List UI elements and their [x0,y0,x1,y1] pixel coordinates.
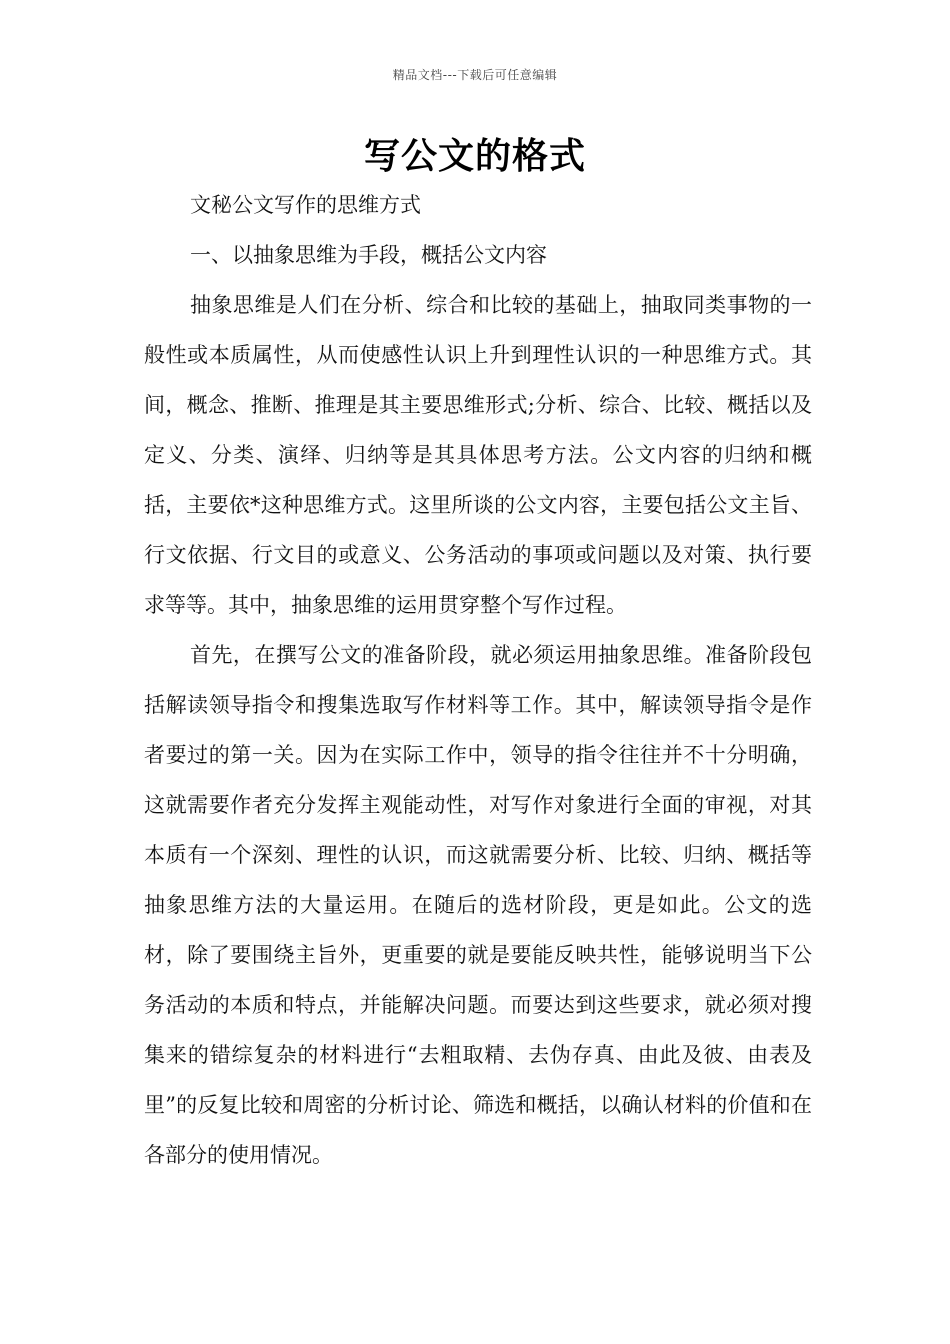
subtitle: 文秘公文写作的思维方式 [190,193,421,217]
paragraph: 首先，在撰写公文的准备阶段，就必须运用抽象思维。准备阶段包括解读领导指令和搜集选取写作材料等工作。其中，解读领导指令是作者要过的第一关。因为在实际工作中，领导的指令往往并不十分明确，这就需要作者充分发挥主观能动性，对写作对象进行全面的审视，对其本质有一个深刻、理性的认识，而这就需要分析、比较、归纳、概括等抽象思维方法的大量运用。在随后的选材阶段，更是如此。公文的选材，除了要围绕主旨外，更重要的就是要能反映共性，能够说明当下公务活动的本质和特点，并能解决问题。而要达到这些要求，就必须对搜集来的错综复杂的材料进行“去粗取精、去伪存真、由此及彼、由表及里”的反复比较和周密的分析讨论、筛选和概括，以确认材料的价值和在各部分的使用情况。 [144,643,812,1167]
document-body [144,180,812,1180]
paragraph: 抽象思维是人们在分析、综合和比较的基础上，抽取同类事物的一般性或本质属性，从而使感性认识上升到理性认识的一种思维方式。其间，概念、推断、推理是其主要思维形式;分析、综合、比较、概括以及定义、分类、演绎、归纳等是其具体思考方法。公文内容的归纳和概括，主要依*这种思维方式。这里所谈的公文内容，主要包括公文主旨、行文依据、行文目的或意义、公务活动的事项或问题以及对策、执行要求等等。其中，抽象思维的运用贯穿整个写作过程。 [144,293,812,617]
header-note: 精品文档---下载后可任意编辑 [392,68,558,82]
document-title: 写公文的格式 [363,136,586,177]
section-heading: 一、以抽象思维为手段，概括公文内容 [190,243,547,267]
